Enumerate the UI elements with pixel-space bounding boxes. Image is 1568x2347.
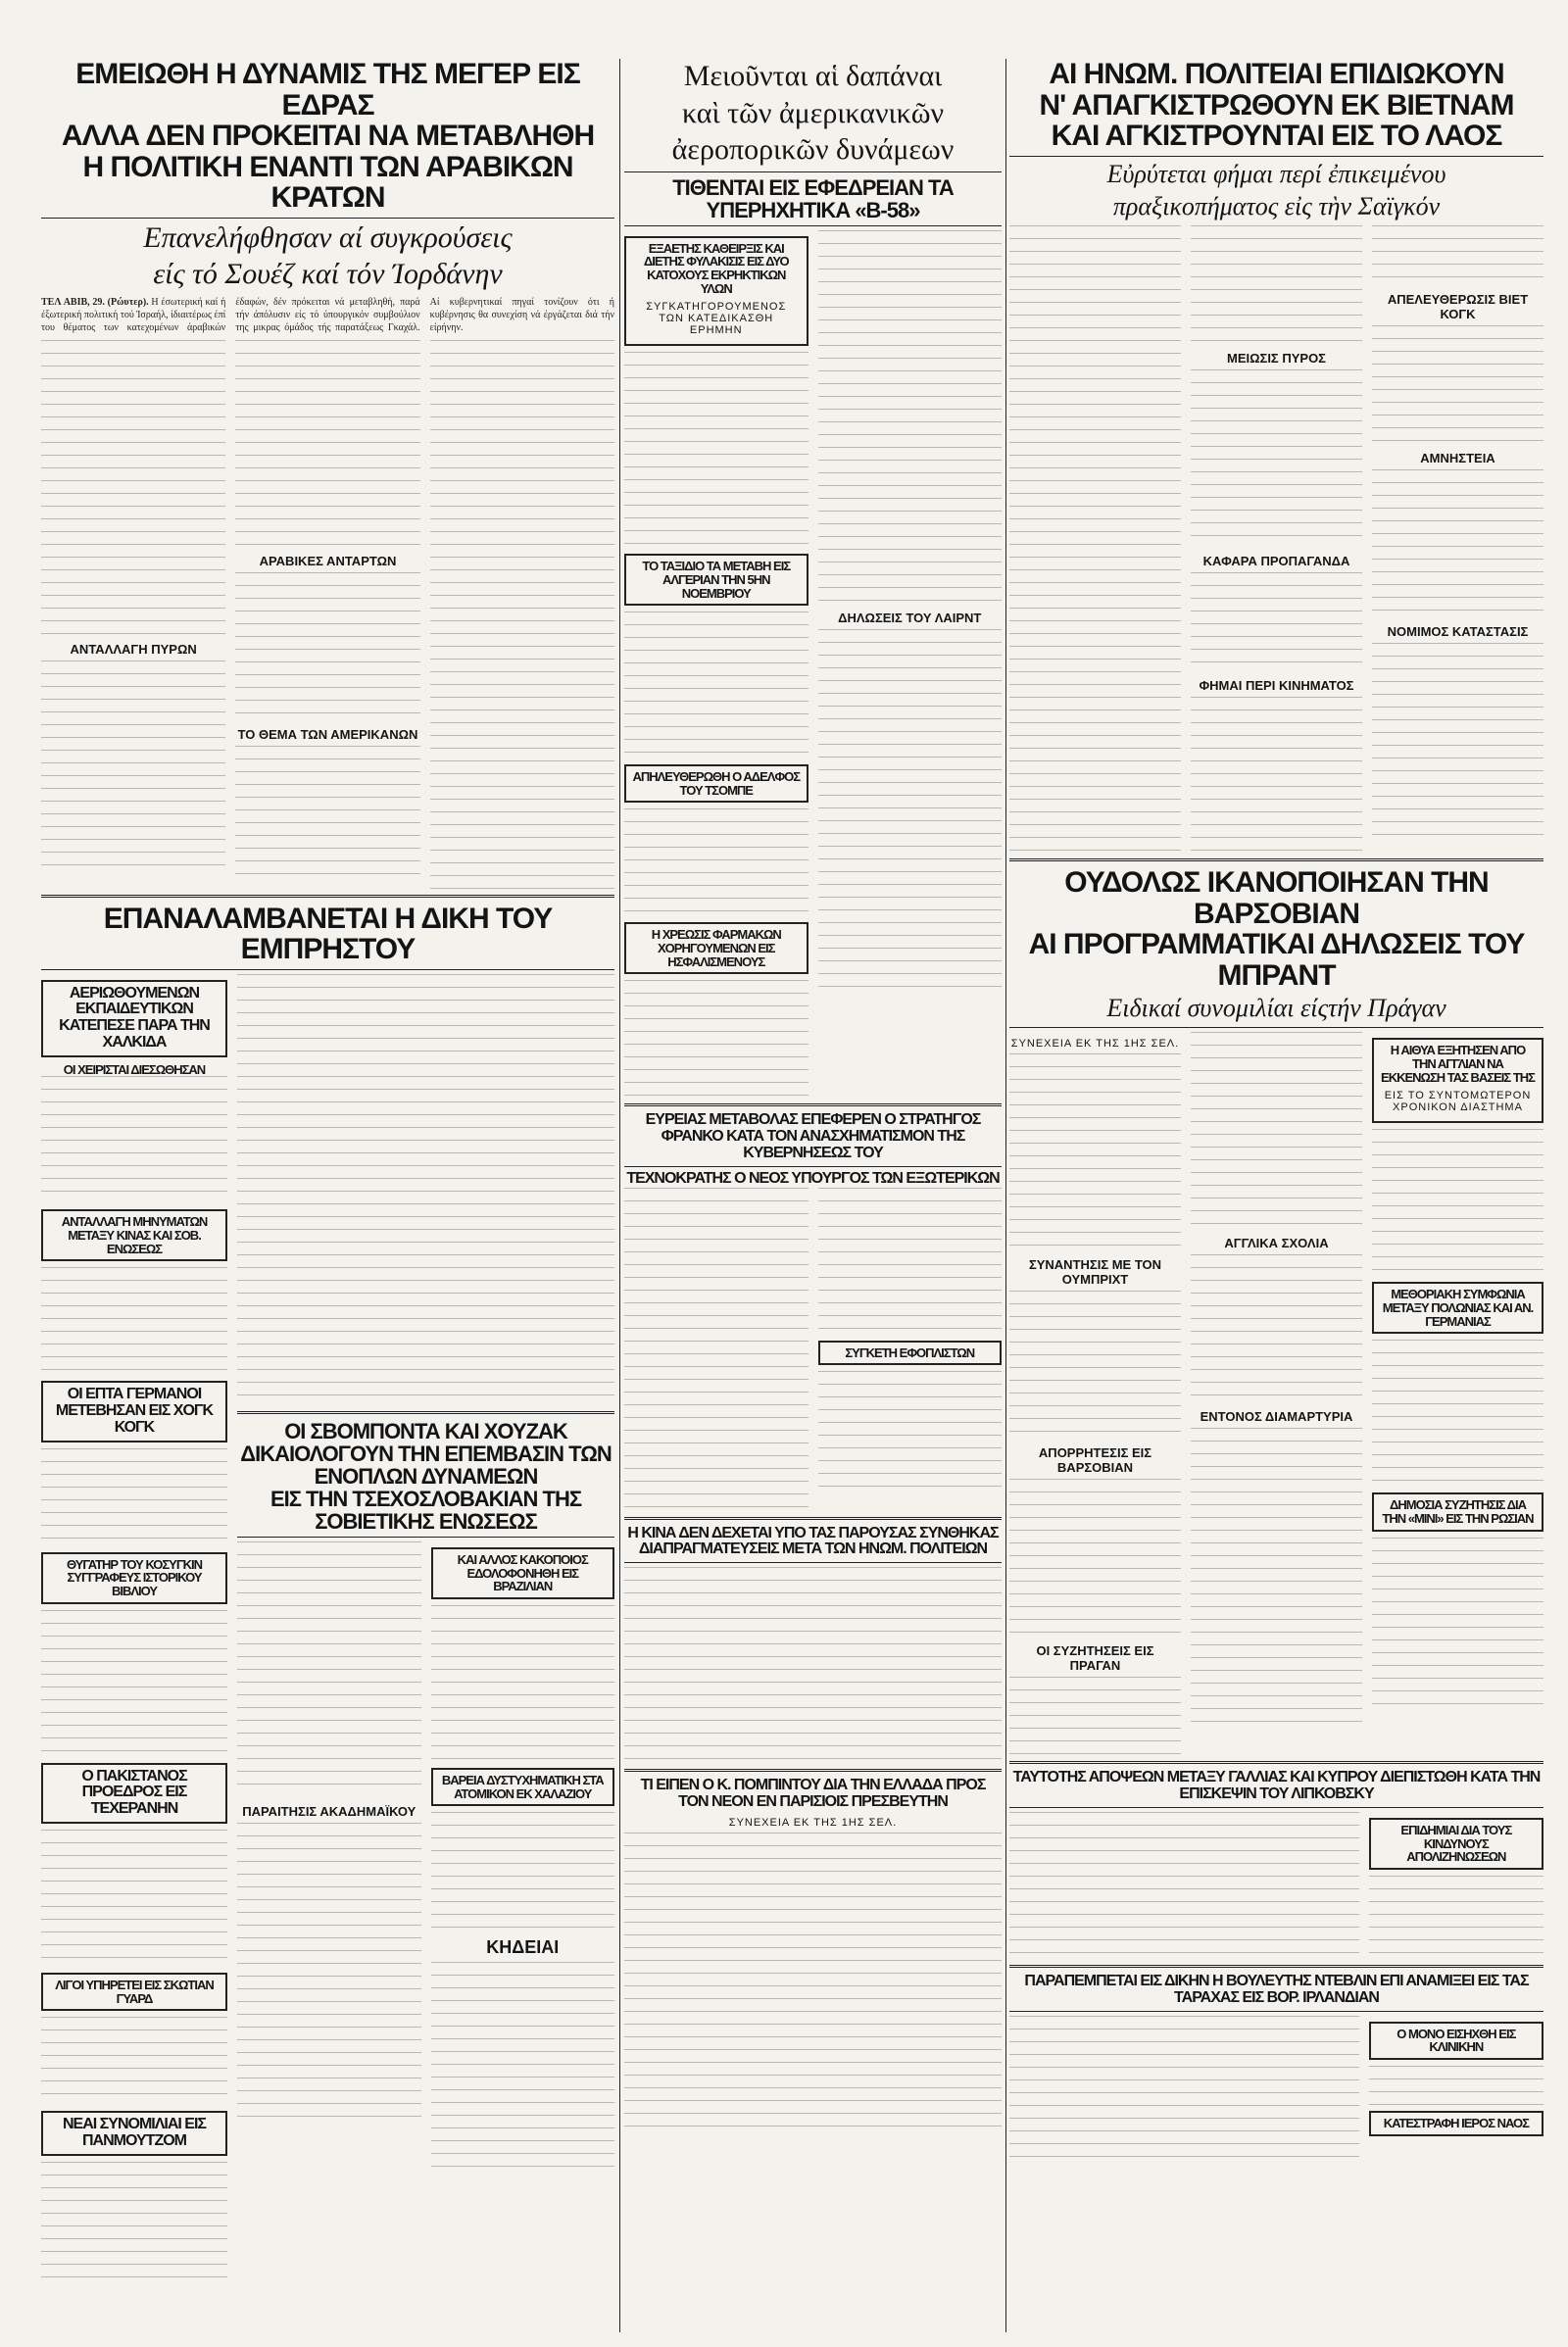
box-headline: ΑΝΤΑΛΛΑΓΗ ΜΗΝΥΜΑΤΩΝ ΜΕΤΑΞΥ ΚΙΝΑΣ ΚΑΙ ΣΟΒ. ΕΝΩΣΕΩΣ bbox=[61, 1214, 208, 1256]
lead-headline-3: Η ΠΟΛΙΤΙΚΗ ΕΝΑΝΤΙ ΤΩΝ ΑΡΑΒΙΚΩΝ ΚΡΑΤΩΝ bbox=[82, 150, 573, 214]
second-lead-headline-2: ΑΙ ΠΡΟΓΡΑΜΜΑΤΙΚΑΙ ΔΗΛΩΣΕΙΣ ΤΟΥ ΜΠΡΑΝΤ bbox=[1028, 928, 1525, 992]
section-title: ΑΜΝΗΣΤΕΙΑ bbox=[1420, 451, 1495, 466]
section-title: ΑΓΓΛΙΚΑ ΣΧΟΛΙΑ bbox=[1224, 1236, 1329, 1251]
box-headline: Η ΑΙΘΥΑ ΕΞΗΤΗΣΕΝ ΑΠΟ ΤΗΝ ΑΓΓΛΙΑΝ ΝΑ ΕΚΚΕΝΩΣΗ ΤΑΣ ΒΑΣΕΙΣ ΤΗΣ bbox=[1381, 1043, 1535, 1085]
lead-text: Η έσωτερική καί ή έξωτερική πολιτική τού Ίσραήλ, ίδιαιτέρως έπί του θέματος των κατεχομένων άραβικών έδαφών, δέν πρόκειται νά μεταβληθή, παρά τήν άπόλυσιν είς τό ύπουργικόν συμβούλιον της μικρας όμάδος τής παρατάξεως Γκαχάλ. Αί κυβερνητικαί πηγαί τονίζουν ότι ή κυβέρνησις θα συνεχίση νά έργάζεται διά τήν είρήνην. bbox=[41, 296, 614, 333]
box-headline: ΑΠΗΛΕΥΘΕΡΩΘΗ Ο ΑΔΕΛΦΟΣ ΤΟΥ ΤΣΟΜΠΕ bbox=[632, 769, 801, 798]
box-headline: ΘΥΓΑΤΗΡ ΤΟΥ ΚΟΣΥΓΚΙΝ ΣΥΓΓΡΑΦΕΥΣ ΙΣΤΟΡΙΚΟΥ ΒΙΒΛΙΟΥ bbox=[66, 1556, 203, 1598]
section-title: ΔΗΛΩΣΕΙΣ ΤΟΥ ΛΑΙΡΝΤ bbox=[838, 610, 982, 625]
box-headline: ΑΕΡΙΩΘΟΥΜΕΝΩΝ ΕΚΠΑΙΔΕΥΤΙΚΩΝ ΚΑΤΕΠΕΣΕ ΠΑΡΑ ΤΗΝ ΧΑΛΚΙΔΑ bbox=[59, 984, 210, 1051]
middle-subheadline: ΤΙΘΕΝΤΑΙ ΕΙΣ ΕΦΕΔΡΕΙΑΝ ΤΑ ΥΠΕΡΗΧΗΤΙΚΑ «Β-58» bbox=[672, 174, 954, 222]
box-headline: ΔΗΜΟΣΙΑ ΣΥΖΗΤΗΣΙΣ ΔΙΑ ΤΗΝ «ΜΙΝΙ» ΕΙΣ ΤΗΝ ΡΩΣΙΑΝ bbox=[1382, 1497, 1534, 1526]
section-title: ΦΗΜΑΙ ΠΕΡΙ ΚΙΝΗΜΑΤΟΣ bbox=[1199, 678, 1354, 694]
lead-subheadline-2: είς τό Σουέζ καί τόν Ίορδάνην bbox=[153, 258, 503, 290]
box-headline: ΝΕΑΙ ΣΥΝΟΜΙΛΙΑΙ ΕΙΣ ΠΑΝΜΟΥΤΖΟΜ bbox=[63, 2116, 206, 2150]
column-divider bbox=[619, 59, 620, 2332]
lead-headline-2: ΑΛΛΑ ΔΕΝ ΠΡΟΚΕΙΤΑΙ ΝΑ ΜΕΤΑΒΛΗΘΗ bbox=[61, 120, 595, 152]
section-title: ΟΙ ΣΥΖΗΤΗΣΕΙΣ ΕΙΣ ΠΡΑΓΑΝ bbox=[1036, 1643, 1154, 1674]
section-headline: Η ΚΙΝΑ ΔΕΝ ΔΕΧΕΤΑΙ ΥΠΟ ΤΑΣ ΠΑΡΟΥΣΑΣ ΣΥΝΘΗΚΑΣ ΔΙΑΠΡΑΓΜΑΤΕΥΣΕΙΣ ΜΕΤΑ ΤΩΝ ΗΝΩΜ. ΠΟΛΙΤΕΙΩΝ bbox=[627, 1524, 999, 1558]
section-title: ΑΠΟΡΡΗΤΕΣΙΣ ΕΙΣ ΒΑΡΣΟΒΙΑΝ bbox=[1038, 1445, 1152, 1476]
box-headline: Ο ΠΑΚΙΣΤΑΝΟΣ ΠΡΟΕΔΡΟΣ ΕΙΣ ΤΕΧΕΡΑΝΗΝ bbox=[81, 1767, 187, 1818]
section-headline: ΠΑΡΑΠΕΜΠΕΤΑΙ ΕΙΣ ΔΙΚΗΝ Η ΒΟΥΛΕΥΤΗΣ ΝΤΕΒΛΙΝ ΕΠΙ ΑΝΑΜΙΞΕΙ ΕΙΣ ΤΑΣ ΤΑΡΑΧΑΣ ΕΙΣ ΒΟΡ. ΙΡΛΑΝΔΙΑΝ bbox=[1024, 1972, 1529, 2006]
right-subheadline-2: πραξικοπήματος εἰς τὴν Σαϊγκόν bbox=[1112, 191, 1441, 220]
box-kicker: ΣΥΓΚΑΤΗΓΟΡΟΥΜΕΝΟΣ ΤΩΝ ΚΑΤΕΔΙΚΑΣΘΗ ΕΡΗΜΗΝ bbox=[646, 301, 787, 337]
section-headline: ΤΙ ΕΙΠΕΝ Ο Κ. ΠΟΜΠΙΝΤΟΥ ΔΙΑ ΤΗΝ ΕΛΛΑΔΑ ΠΡΟΣ ΤΟΝ ΝΕΟΝ ΕΝ ΠΑΡΙΣΙΟΙΣ ΠΡΕΣΒΕΥΤΗΝ bbox=[640, 1777, 986, 1810]
box-headline: ΛΙΓΟΙ ΥΠΗΡΕΤΕΙ ΕΙΣ ΣΚΩΤΙΑΝ ΓΥΑΡΔ bbox=[55, 1977, 214, 2006]
section-title: ΑΡΑΒΙΚΕΣ ΑΝΤΑΡΤΩΝ bbox=[259, 553, 397, 568]
middle-headline-1: Μειοῦνται αἱ δαπάναι bbox=[683, 60, 943, 92]
column-divider bbox=[1005, 59, 1006, 2332]
section-title: ΝΟΜΙΜΟΣ ΚΑΤΑΣΤΑΣΙΣ bbox=[1387, 624, 1529, 640]
continuation-note: ΣΥΝΕΧΕΙΑ ΕΚ ΤΗΣ 1ΗΣ ΣΕΛ. bbox=[1010, 1038, 1180, 1051]
lead-headline-1: ΕΜΕΙΩΘΗ Η ΔΥΝΑΜΙΣ ΤΗΣ ΜΕΓΕΡ ΕΙΣ ΕΔΡΑΣ bbox=[75, 58, 580, 122]
box-headline: ΣΥΓΚΕΤΗ ΕΦΟΠΛΙΣΤΩΝ bbox=[845, 1345, 975, 1360]
section-title: ΑΝΤΑΛΛΑΓΗ ΠΥΡΩΝ bbox=[70, 641, 197, 657]
box-subheadline: ΟΙ ΧΕΙΡΙΣΤΑΙ ΔΙΕΣΩΘΗΣΑΝ bbox=[63, 1061, 206, 1077]
lead-subheadline-1: Επανελήφθησαν αί συγκρούσεις bbox=[143, 220, 513, 254]
lead-article bbox=[41, 296, 614, 334]
box-headline: ΜΕΘΟΡΙΑΚΗ ΣΥΜΦΩΝΙΑ ΜΕΤΑΞΥ ΠΟΛΩΝΙΑΣ ΚΑΙ ΑΝ. ΓΕΡΜΑΝΙΑΣ bbox=[1382, 1287, 1534, 1329]
box-headline: ΟΙ ΕΠΤΑ ΓΕΡΜΑΝΟΙ ΜΕΤΕΒΗΣΑΝ ΕΙΣ ΧΟΓΚ ΚΟΓΚ bbox=[55, 1386, 214, 1436]
section-title: ΑΠΕΛΕΥΘΕΡΩΣΙΣ ΒΙΕΤ ΚΟΓΚ bbox=[1387, 292, 1529, 322]
left-column bbox=[41, 0, 614, 2347]
box-headline: Η ΧΡΕΩΣΙΣ ΦΑΡΜΑΚΩΝ ΧΟΡΗΓΟΥΜΕΝΩΝ ΕΙΣ ΗΣΦΑΛΙΣΜΕΝΟΥΣ bbox=[651, 927, 781, 969]
section-title: ΚΑΦΑΡΑ ΠΡΟΠΑΓΑΝΔΑ bbox=[1202, 554, 1350, 569]
right-headline-1: ΑΙ ΗΝΩΜ. ΠΟΛΙΤΕΙΑΙ ΕΠΙΔΙΩΚΟΥΝ bbox=[1049, 58, 1504, 90]
trial-headline: ΕΠΑΝΑΛΑΜΒΑΝΕΤΑΙ Η ΔΙΚΗ ΤΟΥ ΕΜΠΡΗΣΤΟΥ bbox=[103, 902, 553, 965]
box-headline: ΕΠΙΔΗΜΙΑΙ ΔΙΑ ΤΟΥΣ ΚΙΝΔΥΝΟΥΣ ΑΠΟΛΙΖΗΝΩΣΕΩΝ bbox=[1400, 1822, 1512, 1865]
right-column bbox=[1009, 0, 1544, 2347]
box-headline: ΒΑΡΕΙΑ ΔΥΣΤΥΧΗΜΑΤΙΚΗ ΣΤΑ ΑΤΟΜΙΚΟΝ ΕΚ ΧΑΛΑΖΙΟΥ bbox=[441, 1772, 604, 1801]
box-headline: ΚΑΙ ΑΛΛΟΣ ΚΑΚΟΠΟΙΟΣ ΕΔΟΛΟΦΟΝΗΘΗ ΕΙΣ ΒΡΑΖΙΛΙΑΝ bbox=[457, 1551, 588, 1594]
continuation-note: ΣΥΝΕΧΕΙΑ ΕΚ ΤΗΣ 1ΗΣ ΣΕΛ. bbox=[728, 1816, 898, 1829]
section-title: ΕΝΤΟΝΟΣ ΔΙΑΜΑΡΤΥΡΙΑ bbox=[1200, 1409, 1353, 1425]
second-lead-headline-1: ΟΥΔΟΛΩΣ ΙΚΑΝΟΠΟΙΗΣΑΝ ΤΗΝ ΒΑΡΣΟΒΙΑΝ bbox=[1064, 866, 1489, 930]
lead-dateline: ΤΕΛ ΑΒΙΒ, 29. (Ρώυτερ). bbox=[41, 296, 149, 308]
right-headline-2: Ν' ΑΠΑΓΚΙΣΤΡΩΘΟΥΝ ΕΚ ΒΙΕΤΝΑΜ bbox=[1039, 88, 1514, 122]
box-headline: ΤΟ ΤΑΞΙΔΙΟ ΤΑ ΜΕΤΑΒΗ ΕΙΣ ΑΛΓΕΡΙΑΝ ΤΗΝ 5ΗΝ ΝΟΕΜΒΡΙΟΥ bbox=[642, 559, 791, 601]
section-headline: ΕΥΡΕΙΑΣ ΜΕΤΑΒΟΛΑΣ ΕΠΕΦΕΡΕΝ Ο ΣΤΡΑΤΗΓΟΣ ΦΡΑΝΚΟ ΚΑΤΑ ΤΟΝ ΑΝΑΣΧΗΜΑΤΙΣΜΟΝ ΤΗΣ ΚΥΒΕΡΝΗΣΕΩΣ ΤΟΥ bbox=[645, 1111, 981, 1161]
middle-headline-2: καὶ τῶν ἀμερικανικῶν bbox=[681, 96, 945, 129]
section-headline: ΕΙΣ ΤΗΝ ΤΣΕΧΟΣΛΟΒΑΚΙΑΝ ΤΗΣ ΣΟΒΙΕΤΙΚΗΣ ΕΝΩΣΕΩΣ bbox=[270, 1486, 582, 1534]
middle-headline-3: ἀεροπορικῶν δυνάμεων bbox=[671, 133, 955, 166]
section-headline: ΤΑΥΤΟΤΗΣ ΑΠΟΨΕΩΝ ΜΕΤΑΞΥ ΓΑΛΛΙΑΣ ΚΑΙ ΚΥΠΡΟΥ ΔΙΕΠΙΣΤΩΘΗ ΚΑΤΑ ΤΗΝ ΕΠΙΣΚΕΨΙΝ ΤΟΥ ΛΙΠΚΟΒΣΚΥ bbox=[1012, 1769, 1541, 1803]
box-kicker: ΕΙΣ ΤΟ ΣΥΝΤΟΜΩΤΕΡΟΝ ΧΡΟΝΙΚΟΝ ΔΙΑΣΤΗΜΑ bbox=[1384, 1090, 1532, 1114]
section-title: ΤΟ ΘΕΜΑ ΤΩΝ ΑΜΕΡΙΚΑΝΩΝ bbox=[237, 726, 418, 742]
right-headline-3: ΚΑΙ ΑΓΚΙΣΤΡΟΥΝΤΑΙ ΕΙΣ ΤΟ ΛΑΟΣ bbox=[1051, 120, 1502, 152]
section-title: ΜΕΙΩΣΙΣ ΠΥΡΟΣ bbox=[1226, 351, 1326, 367]
section-title: ΠΑΡΑΙΤΗΣΙΣ ΑΚΑΔΗΜΑΪΚΟΥ bbox=[242, 1803, 416, 1819]
box-headline: ΚΑΤΕΣΤΡΑΦΗ ΙΕΡΟΣ ΝΑΟΣ bbox=[1383, 2115, 1529, 2130]
box-headline: ΕΞΑΕΤΗΣ ΚΑΘΕΙΡΞΙΣ ΚΑΙ ΔΙΕΤΗΣ ΦΥΛΑΚΙΣΙΣ ΕΙΣ ΔΥΟ ΚΑΤΟΧΟΥΣ ΕΚΡΗΚΤΙΚΩΝ ΥΛΩΝ bbox=[643, 240, 789, 296]
section-subheadline: ΤΕΧΝΟΚΡΑΤΗΣ Ο ΝΕΟΣ ΥΠΟΥΡΓΟΣ ΤΩΝ ΕΞΩΤΕΡΙΚΩΝ bbox=[626, 1169, 1000, 1187]
right-subheadline-1: Εὐρύτεται φήμαι περί ἐπικειμένου bbox=[1106, 159, 1446, 188]
section-title: ΚΗΔΕΙΑΙ bbox=[486, 1937, 560, 1958]
section-headline: ΟΙ ΣΒΟΜΠΟΝΤΑ ΚΑΙ ΧΟΥΖΑΚ ΔΙΚΑΙΟΛΟΓΟΥΝ ΤΗΝ ΕΠΕΜΒΑΣΙΝ ΤΩΝ ΕΝΟΠΛΩΝ ΔΥΝΑΜΕΩΝ bbox=[240, 1418, 612, 1489]
box-headline: Ο ΜΟΝΟ ΕΙΣΗΧΘΗ ΕΙΣ ΚΛΙΝΙΚΗΝ bbox=[1396, 2026, 1516, 2055]
section-title: ΣΥΝΑΝΤΗΣΙΣ ΜΕ ΤΟΝ ΟΥΜΠΡΙΧΤ bbox=[1028, 1257, 1162, 1288]
middle-column bbox=[624, 0, 1002, 2347]
second-lead-subheadline: Ειδικαί συνομιλίαι είςτήν Πράγαν bbox=[1106, 994, 1446, 1023]
